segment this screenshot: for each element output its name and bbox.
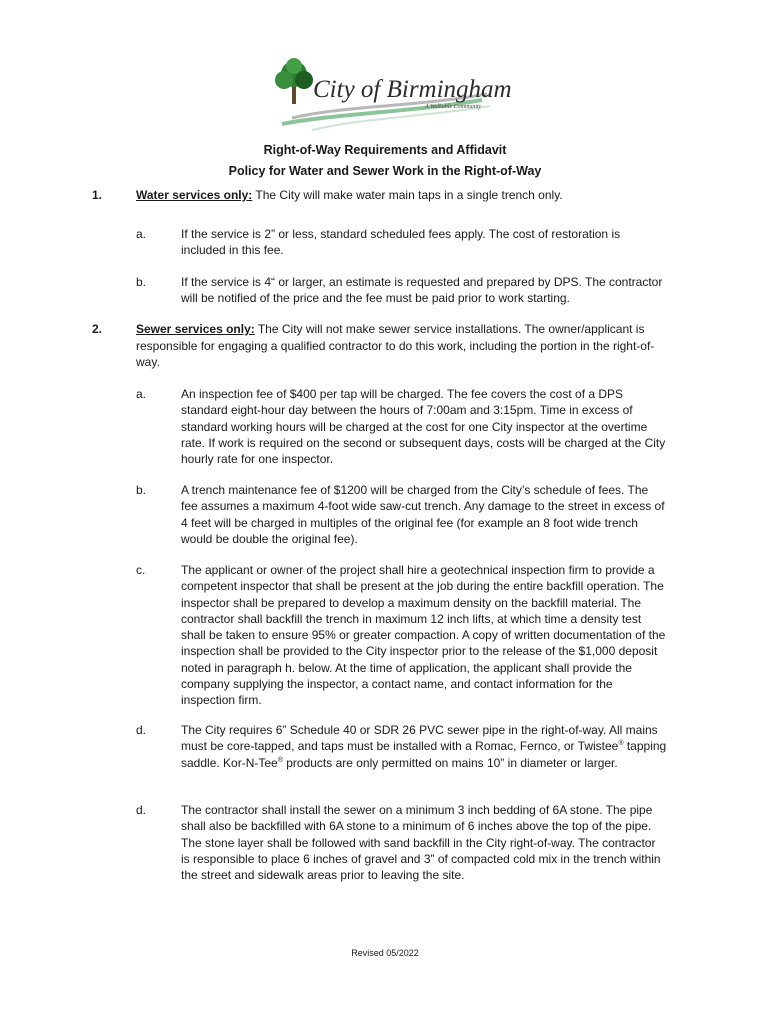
- section-2-heading: Sewer services only:: [136, 322, 255, 336]
- list-item: An inspection fee of $400 per tap will be charged. The fee covers the cost of a DPS standard eight-hour day between the hours of 7:00am and 3:15pm. Time in excess of standard working hours will be charged at the cost for one City inspector at the overtime rate. If work is required on the second or subsequent days, costs will be charged at the City hourly rate for one inspector.: [181, 387, 666, 467]
- list-item: The applicant or owner of the project shall hire a geotechnical inspection firm to provide a competent inspector that shall be present at the job during the entire backfill operation. The inspector shall be prepared to develop a maximum density on the backfill material. The contractor shall backfill the trench in maximum 12 inch lifts, at which time a density test shall be taken to ensure 95% or greater compaction. A copy of written documentation of the inspection shall be provided to the City inspector prior to the release of the $1,000 deposit noted in paragraph h. below. At the time of application, the applicant shall provide the company supplying the inspector, a contact name, and contact information for the inspection firm.: [181, 563, 666, 708]
- item-letter: a.: [136, 227, 147, 241]
- list-item: If the service is 2” or less, standard scheduled fees apply. The cost of restoration is included in this fee.: [181, 227, 621, 258]
- logo-tagline: A Walkable Community: [425, 104, 482, 110]
- document-title: Right-of-Way Requirements and Affidavit: [263, 143, 507, 157]
- section-2-text: The City will not make sewer service installations. The owner/applicant is responsible for engaging a qualified contractor to do this work, including the portion in the right-of-way.: [136, 322, 655, 369]
- list-item: The City requires 6” Schedule 40 or SDR 26 PVC sewer pipe in the right-of-way. All mains must be core-tapped, and taps must be installed with a Romac, Fernco, or Twistee® tapping saddle. Kor-N-Tee® products are only permitted on mains 10” in diameter or larger.: [181, 723, 667, 770]
- section-number: 2.: [92, 322, 103, 336]
- list-item: A trench maintenance fee of $1200 will be charged from the City’s schedule of fees. The fee assumes a maximum 4-foot wide saw-cut trench. Any damage to the street in excess of 4 feet will be charged in multiples of the original fee (for example an 8 foot wide trench would be double the original fee).: [181, 483, 665, 546]
- item-letter: d.: [136, 803, 147, 817]
- section-1-body: [136, 187, 670, 204]
- list-item: If the service is 4“ or larger, an estimate is requested and prepared by DPS. The contractor will be notified of the price and the fee must be paid prior to work starting.: [181, 275, 663, 306]
- item-letter: c.: [136, 563, 146, 577]
- section-2-body: [136, 321, 670, 371]
- registered-mark: ®: [618, 740, 624, 748]
- section-1-heading: Water services only:: [136, 188, 253, 202]
- section-1-text: The City will make water main taps in a single trench only.: [252, 188, 563, 202]
- logo-wordmark: City of Birmingham: [313, 76, 512, 103]
- registered-mark: ®: [277, 756, 283, 764]
- item-letter: b.: [136, 275, 147, 289]
- item-letter: b.: [136, 483, 147, 497]
- section-number: 1.: [92, 188, 103, 202]
- revision-footer: Revised 05/2022: [351, 948, 419, 958]
- item-letter: d.: [136, 723, 147, 737]
- document-subtitle: Policy for Water and Sewer Work in the Right-of-Way: [228, 164, 542, 178]
- list-item: The contractor shall install the sewer on a minimum 3 inch bedding of 6A stone. The pipe shall also be backfilled with 6A stone to a minimum of 6 inches above the top of the pipe. The stone layer shall be followed with sand backfill in the City right-of-way. The contractor is responsible to place 6 inches of gravel and 3” of compacted cold mix in the trench within the street and sidewalk areas prior to leaving the site.: [181, 803, 661, 883]
- item-letter: a.: [136, 387, 147, 401]
